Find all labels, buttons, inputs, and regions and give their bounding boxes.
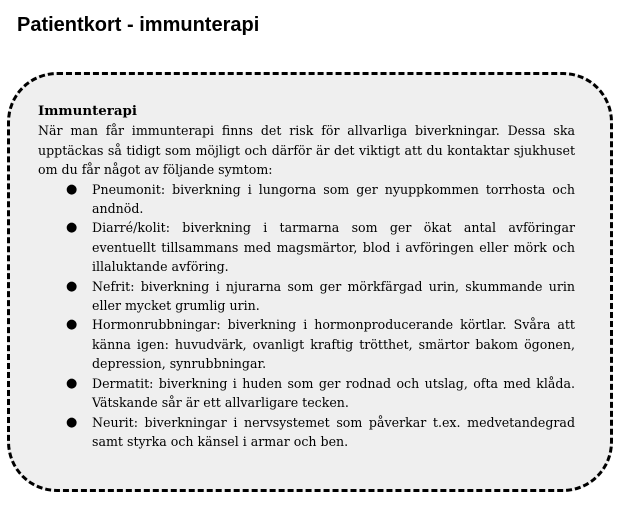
bullet-icon: ●: [66, 317, 78, 333]
card-intro: När man får immunterapi finns det risk för allvarliga biverkningar. Dessa ska upptäckas så tidigt som möjligt och därför är det viktigt att du kontaktar sjukhuset om du får något av följande symtom:: [38, 123, 575, 178]
bullet-icon: ●: [66, 220, 78, 236]
symptom-text: Pneumonit: biverkning i lungorna som ger nyuppkommen torrhosta och andnöd.: [92, 181, 575, 217]
page-title: Patientkort - immunterapi: [17, 14, 260, 36]
bullet-icon: ●: [66, 278, 78, 294]
bullet-icon: ●: [66, 181, 78, 197]
symptom-text: Dermatit: biverkning i huden som ger rodnad och utslag, ofta med klåda. Vätskande sår är ett allvarligare tecken.: [92, 375, 575, 411]
symptom-item-nefrit: [38, 277, 575, 316]
symptom-item-diarre-kolit: [38, 218, 575, 276]
bullet-icon: ●: [66, 375, 78, 391]
symptom-text: Neurit: biverkningar i nervsystemet som påverkar t.ex. medvetandegrad samt styrka och känsel i armar och ben.: [92, 414, 575, 449]
symptom-item-pneumonit: [38, 180, 575, 219]
symptom-item-neurit: [38, 413, 575, 452]
symptom-item-dermatit: [38, 374, 575, 413]
symptom-text: Hormonrubbningar: biverkning i hormonproducerande körtlar. Svåra att känna igen: huvudvärk, ovanligt kraftig trötthet, smärtor bakom ögonen, depression, synrubbningar.: [92, 317, 575, 372]
symptom-list: [38, 180, 575, 452]
bullet-icon: ●: [66, 414, 78, 430]
card-heading: Immunterapi: [38, 103, 137, 119]
symptom-item-hormonrubbningar: [38, 315, 575, 373]
symptom-text: Diarré/kolit: biverkning i tarmarna som ger ökat antal avföringar eventuellt tillsammans med magsmärtor, blod i avföringen eller mörk och illaluktande avföring.: [92, 220, 575, 275]
card-content: [38, 102, 575, 451]
symptom-text: Nefrit: biverkning i njurarna som ger mörkfärgad urin, skummande urin eller mycket grumlig urin.: [92, 278, 575, 314]
